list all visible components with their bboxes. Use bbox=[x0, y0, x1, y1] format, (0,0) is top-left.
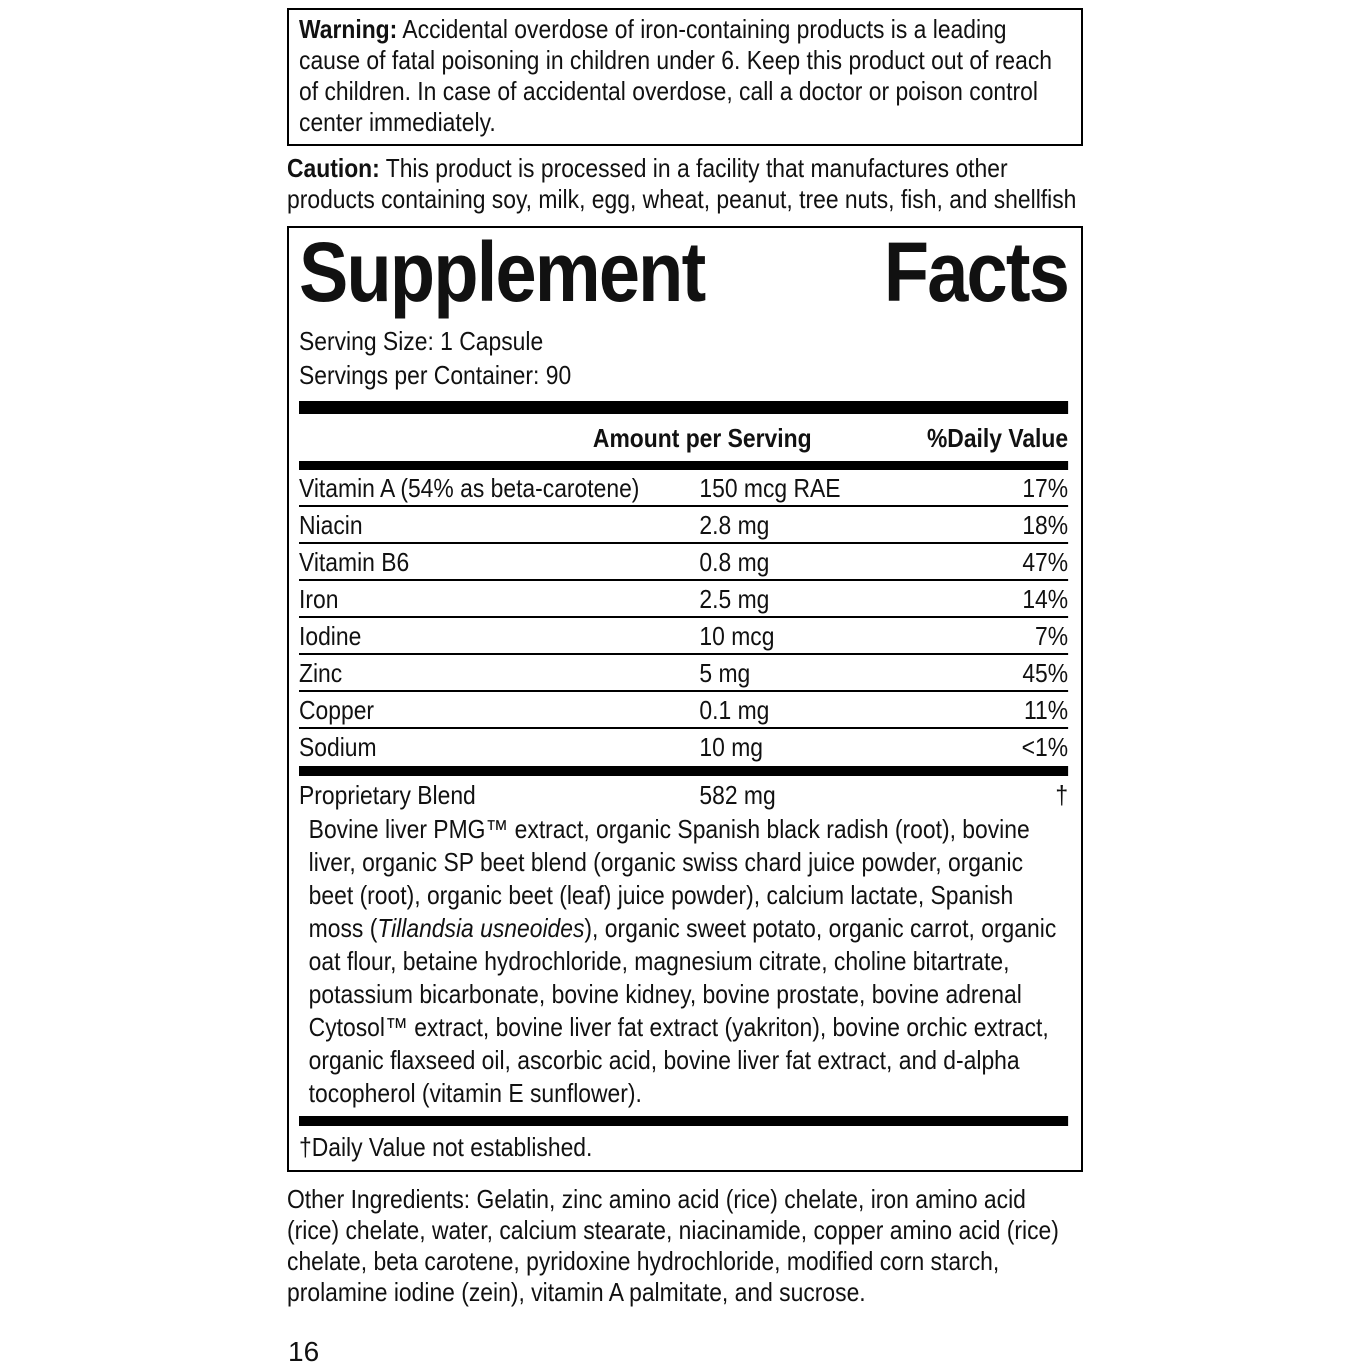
table-row bbox=[299, 616, 1068, 653]
warning-label: Warning: bbox=[299, 14, 398, 44]
caution-section bbox=[287, 153, 1083, 215]
nutrient-daily-value: 14% bbox=[1022, 584, 1069, 614]
nutrient-daily-value: 7% bbox=[1035, 621, 1069, 651]
nutrient-name: Niacin bbox=[299, 510, 363, 540]
daily-value-header: %Daily Value bbox=[926, 423, 1069, 453]
blend-description-text: Bovine liver PMG™ extract, organic Spanish black radish (root), bovine liver, organic SP beet blend (organic swiss chard juice powder, organic beet (root), organic beet (leaf) juice powder), calcium lactate, Spanish moss ( bbox=[308, 814, 1030, 943]
nutrient-name: Iron bbox=[299, 584, 339, 614]
divider-bar-medium bbox=[299, 461, 1068, 470]
nutrient-amount: 10 mcg bbox=[699, 621, 775, 651]
serving-size: Serving Size: 1 Capsule bbox=[299, 326, 544, 356]
table-row bbox=[299, 505, 1068, 542]
blend-name: Proprietary Blend bbox=[299, 780, 476, 810]
nutrient-daily-value: 11% bbox=[1024, 695, 1069, 725]
warning-text: Accidental overdose of iron-containing products is a leading cause of fatal poisoning in children under 6. Keep this product out of reach of children. In case of accidental overdose, call a doctor or poison control center immediately. bbox=[299, 14, 1052, 137]
blend-amount: 582 mg bbox=[699, 780, 776, 810]
nutrient-daily-value: 17% bbox=[1022, 473, 1069, 503]
nutrient-amount: 10 mg bbox=[699, 732, 763, 762]
nutrient-amount: 150 mcg RAE bbox=[699, 473, 841, 503]
label-column bbox=[287, 8, 1083, 1308]
warning-box bbox=[287, 8, 1083, 146]
caution-paragraph bbox=[287, 153, 1083, 215]
caution-label: Caution: bbox=[287, 153, 380, 183]
divider-bar-thick bbox=[299, 401, 1068, 414]
table-row bbox=[299, 727, 1068, 764]
supplement-facts-content bbox=[299, 225, 1069, 1164]
table-row bbox=[299, 470, 1068, 505]
page-number: 16 bbox=[288, 1336, 320, 1367]
amount-per-serving-header: Amount per Serving bbox=[592, 423, 812, 453]
nutrient-amount: 2.8 mg bbox=[699, 510, 770, 540]
serving-info bbox=[299, 324, 1068, 392]
other-ingredients-paragraph bbox=[287, 1184, 1083, 1308]
nutrient-daily-value: 18% bbox=[1022, 510, 1069, 540]
proprietary-blend-row bbox=[299, 776, 1068, 813]
blend-description-text: ), organic sweet potato, organic carrot, organic oat flour, betaine hydrochloride, magnesium citrate, choline bitartrate, potassium bicarbonate, bovine kidney, bovine prostate, bovine adrenal Cytosol™ extract, bovine liver fat extract (yakriton), bovine orchic extract, organic flaxseed oil, ascorbic acid, bovine liver fat extract, and d-alpha tocopherol (vitamin E sunflower). bbox=[308, 913, 1057, 1108]
table-row bbox=[299, 690, 1068, 727]
panel-title bbox=[299, 225, 1069, 319]
nutrient-daily-value: <1% bbox=[1021, 732, 1069, 762]
column-headers bbox=[299, 421, 1068, 455]
nutrient-daily-value: 45% bbox=[1022, 658, 1069, 688]
daily-value-footnote: †Daily Value not established. bbox=[299, 1132, 593, 1162]
nutrient-name: Vitamin B6 bbox=[299, 547, 410, 577]
nutrient-amount: 0.1 mg bbox=[699, 695, 770, 725]
nutrient-name: Copper bbox=[299, 695, 375, 725]
table-row bbox=[299, 653, 1068, 690]
panel-title-word-supplement: Supplement bbox=[299, 225, 705, 319]
nutrient-daily-value: 47% bbox=[1022, 547, 1069, 577]
table-row bbox=[299, 542, 1068, 579]
nutrient-amount: 0.8 mg bbox=[699, 547, 770, 577]
servings-per-container: Servings per Container: 90 bbox=[299, 360, 572, 390]
warning-paragraph bbox=[299, 14, 1071, 138]
blend-description-latin-name: Tillandsia usneoides bbox=[377, 913, 585, 943]
panel-title-word-facts: Facts bbox=[883, 225, 1069, 319]
other-ingredients-section bbox=[287, 1184, 1083, 1308]
nutrient-amount: 5 mg bbox=[699, 658, 751, 688]
nutrient-amount: 2.5 mg bbox=[699, 584, 770, 614]
nutrient-table bbox=[299, 470, 1068, 764]
blend-daily-value: † bbox=[1055, 780, 1069, 810]
other-ingredients-text: Gelatin, zinc amino acid (rice) chelate, iron amino acid (rice) chelate, water, calcium stearate, niacinamide, copper amino acid (rice) chelate, beta carotene, pyridoxine hydrochloride, modified corn starch, prolamine iodine (zein), vitamin A palmitate, and sucrose. bbox=[287, 1184, 1059, 1307]
table-row bbox=[299, 579, 1068, 616]
supplement-facts-panel bbox=[287, 226, 1083, 1172]
nutrient-name: Sodium bbox=[299, 732, 377, 762]
caution-text: This product is processed in a facility that manufactures other products containing soy, milk, egg, wheat, peanut, tree nuts, fish, and shellfish bbox=[287, 153, 1077, 214]
nutrient-name: Zinc bbox=[299, 658, 343, 688]
other-ingredients-label: Other Ingredients: bbox=[287, 1184, 471, 1214]
blend-description bbox=[299, 813, 1068, 1110]
nutrient-name: Vitamin A (54% as beta-carotene) bbox=[299, 473, 640, 503]
divider-bar-medium bbox=[299, 766, 1068, 776]
nutrient-name: Iodine bbox=[299, 621, 362, 651]
divider-bar-medium bbox=[299, 1116, 1068, 1126]
